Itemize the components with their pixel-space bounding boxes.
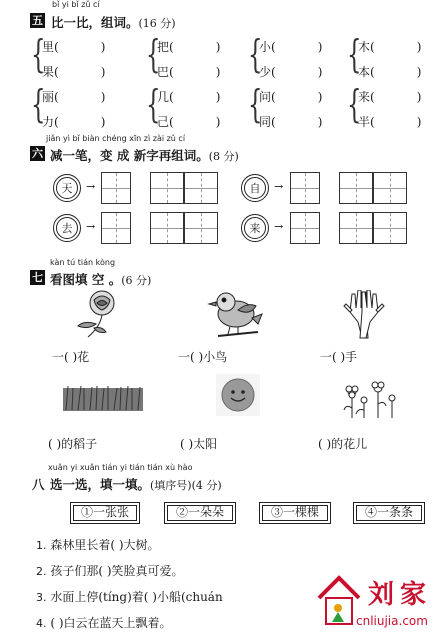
watermark-name: 刘家 — [368, 580, 433, 610]
pair-item: 己( ) — [157, 115, 221, 129]
brace: { — [248, 82, 263, 126]
pic-label-bird: 一( )小鸟 — [178, 350, 228, 364]
write-grid[interactable] — [101, 172, 131, 204]
char-circle: 去 — [53, 214, 81, 242]
question-1: 1. 森林里长着( )大树。 — [36, 538, 160, 552]
option-1[interactable]: ①一张张 — [70, 502, 140, 524]
char-circle: 天 — [53, 174, 81, 202]
write-grid[interactable] — [184, 172, 218, 204]
sun-picture — [216, 374, 260, 416]
section-7-badge: 七 — [32, 271, 43, 284]
pic-label-sun: ( )太阳 — [180, 437, 218, 451]
flowers-picture — [340, 380, 402, 420]
option-3[interactable]: ③一棵棵 — [259, 502, 331, 524]
rose-picture — [72, 288, 128, 340]
option-4[interactable]: ④一条条 — [353, 502, 425, 524]
hands-picture — [334, 290, 394, 340]
pair-item: 几( ) — [157, 90, 221, 104]
section-6-badge: 六 — [32, 147, 43, 160]
pair-item: 问( ) — [259, 90, 323, 104]
pair-item: 力( ) — [42, 115, 106, 129]
question-2: 2. 孩子们那( )笑脸真可爱。 — [36, 564, 184, 578]
write-grid[interactable] — [373, 212, 407, 244]
s5-score: (16 分) — [138, 17, 176, 30]
rice-picture — [62, 380, 144, 412]
s6-pinyin: jiǎn yì bǐ biàn chéng xīn zì zài zǔ cí — [46, 134, 186, 143]
bird-picture — [204, 288, 264, 338]
s6-title: 减一笔，变 成 新字再组词。(8 分) — [50, 148, 239, 163]
pic-label-hand: 一( )手 — [320, 350, 358, 364]
s8-title: 选一选，填一填。(填序号)(4 分) — [50, 477, 222, 492]
write-grid[interactable] — [184, 212, 218, 244]
brace: { — [146, 82, 161, 126]
pic-label-rice: ( )的稻子 — [48, 437, 98, 451]
write-grid[interactable] — [339, 212, 373, 244]
s5-pinyin: bǐ yi bǐ zǔ cí — [52, 0, 100, 9]
brace: { — [347, 82, 362, 126]
option-2[interactable]: ②一朵朵 — [164, 502, 236, 524]
pic-label-flowers: ( )的花儿 — [318, 437, 368, 451]
pair-item: 丽( ) — [42, 90, 106, 104]
pair-item: 少( ) — [259, 65, 323, 79]
pair-item: 同( ) — [259, 115, 323, 129]
pair-item: 巴( ) — [157, 65, 221, 79]
brace: { — [31, 32, 46, 76]
watermark-url: cnliujia.com — [356, 614, 428, 628]
s7-title: 看图填 空 。(6 分) — [50, 272, 152, 287]
pair-item: 把( ) — [157, 40, 221, 54]
arrow-icon: → — [86, 180, 96, 193]
s5-title: 比一比，组词。(16 分) — [51, 15, 176, 30]
section-5-badge: 五 — [32, 14, 43, 27]
s8-score: (4 分) — [191, 479, 222, 492]
pair-item: 里( ) — [42, 40, 106, 54]
pair-item: 本( ) — [358, 65, 422, 79]
pair-item: 小( ) — [259, 40, 323, 54]
arrow-icon: → — [274, 220, 284, 233]
pair-item: 来( ) — [358, 90, 422, 104]
write-grid[interactable] — [290, 172, 320, 204]
write-grid[interactable] — [150, 212, 184, 244]
s8-title-note: (填序号) — [150, 479, 192, 492]
pair-item: 果( ) — [42, 65, 106, 79]
write-grid[interactable] — [373, 172, 407, 204]
arrow-icon: → — [274, 180, 284, 193]
write-grid[interactable] — [339, 172, 373, 204]
pic-label-flower: 一( )花 — [52, 350, 90, 364]
arrow-icon: → — [86, 220, 96, 233]
char-circle: 来 — [241, 214, 269, 242]
char-circle: 自 — [241, 174, 269, 202]
question-3: 3. 水面上停(tíng)着( )小船(chuán — [36, 590, 223, 604]
brace: { — [31, 82, 46, 126]
s6-score: (8 分) — [208, 150, 239, 163]
section-8-label: 八 — [32, 477, 45, 492]
s7-score: (6 分) — [121, 274, 152, 287]
write-grid[interactable] — [101, 212, 131, 244]
pair-item: 木( ) — [358, 40, 422, 54]
brace: { — [248, 32, 263, 76]
brace: { — [146, 32, 161, 76]
write-grid[interactable] — [150, 172, 184, 204]
s8-pinyin: xuǎn yi xuǎn tián yi tián tián xù hào — [48, 463, 193, 472]
brace: { — [347, 32, 362, 76]
question-4: 4. ( )白云在蓝天上飘着。 — [36, 616, 172, 630]
pair-item: 半( ) — [358, 115, 422, 129]
s7-pinyin: kàn tú tián kòng — [50, 258, 116, 267]
write-grid[interactable] — [290, 212, 320, 244]
